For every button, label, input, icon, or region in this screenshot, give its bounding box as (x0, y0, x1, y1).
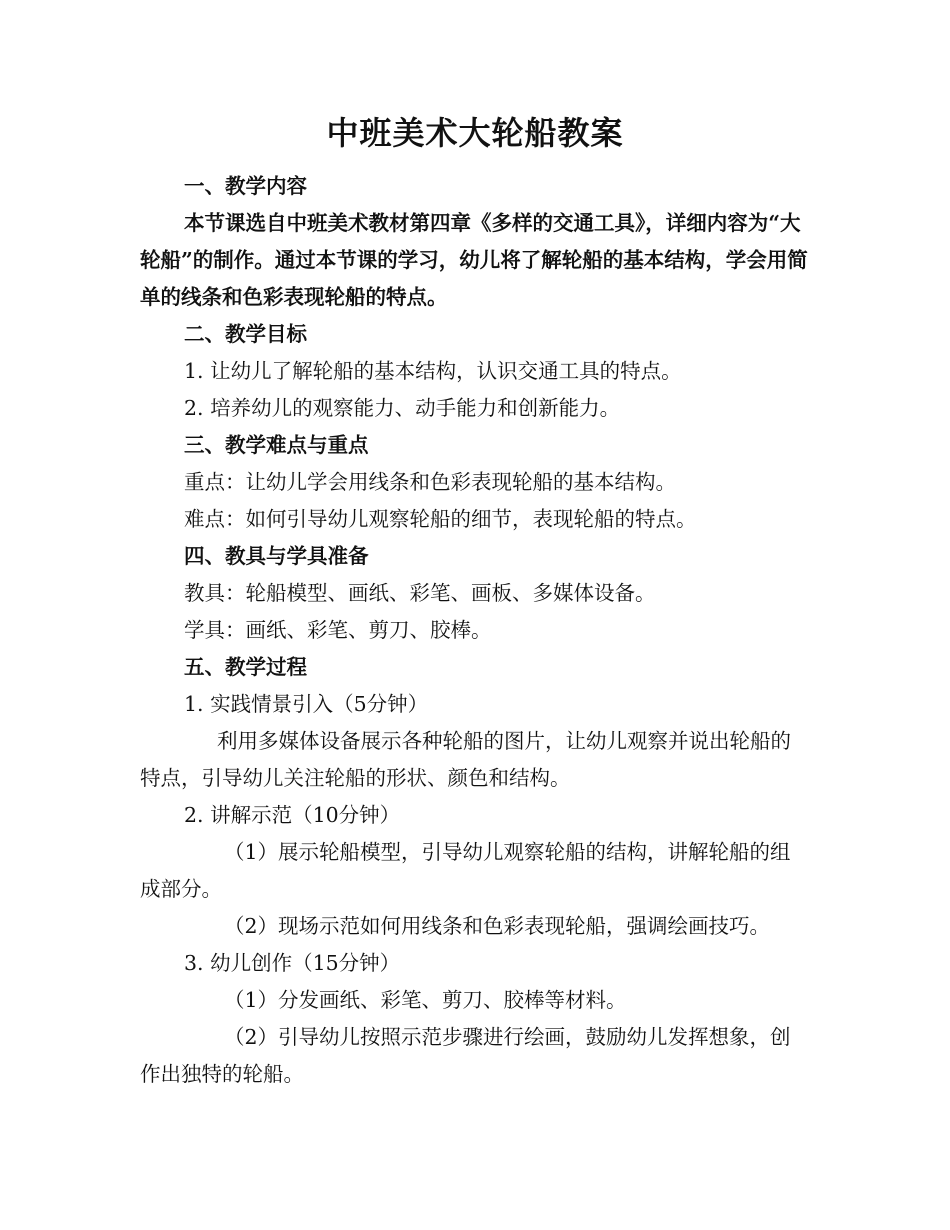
process-step-1-text: 利用多媒体设备展示各种轮船的图片，让幼儿观察并说出轮船的特点，引导幼儿关注轮船的形状、颜色和结构。 (140, 729, 791, 790)
section-heading-objectives: 二、教学目标 (184, 322, 307, 346)
difficulty-text: 难点：如何引导幼儿观察轮船的细节，表现轮船的特点。 (184, 507, 697, 531)
process-step-3-sub-2: （2）引导幼儿按照示范步骤进行绘画，鼓励幼儿发挥想象，创作出独特的轮船。 (140, 1025, 791, 1086)
document-body (140, 168, 810, 1093)
section-heading-materials: 四、教具与学具准备 (184, 544, 369, 568)
section-content-paragraph: 本节课选自中班美术教材第四章《多样的交通工具》，详细内容为“大轮船”的制作。通过本节课的学习，幼儿将了解轮船的基本结构，学会用简单的线条和色彩表现轮船的特点。 (140, 211, 808, 309)
section-heading-key-points: 三、教学难点与重点 (184, 433, 369, 457)
teacher-tools-text: 教具：轮船模型、画纸、彩笔、画板、多媒体设备。 (184, 581, 656, 605)
objective-item-1: 1. 让幼儿了解轮船的基本结构，认识交通工具的特点。 (184, 359, 682, 383)
student-tools-text: 学具：画纸、彩笔、剪刀、胶棒。 (184, 618, 492, 642)
section-heading-process: 五、教学过程 (184, 655, 307, 679)
document-title: 中班美术大轮船教案 (326, 114, 624, 152)
process-step-3-sub-1: （1）分发画纸、彩笔、剪刀、胶棒等材料。 (224, 988, 627, 1012)
process-step-1-label: 1. 实践情景引入（5分钟） (184, 692, 429, 716)
process-step-3-label: 3. 幼儿创作（15分钟） (184, 951, 401, 975)
section-heading-content: 一、教学内容 (184, 174, 307, 198)
process-step-2-sub-2: （2）现场示范如何用线条和色彩表现轮船，强调绘画技巧。 (224, 914, 771, 938)
process-step-2-label: 2. 讲解示范（10分钟） (184, 803, 401, 827)
objective-item-2: 2. 培养幼儿的观察能力、动手能力和创新能力。 (184, 396, 621, 420)
process-step-2-sub-1: （1）展示轮船模型，引导幼儿观察轮船的结构，讲解轮船的组成部分。 (140, 840, 791, 901)
key-point-text: 重点：让幼儿学会用线条和色彩表现轮船的基本结构。 (184, 470, 676, 494)
